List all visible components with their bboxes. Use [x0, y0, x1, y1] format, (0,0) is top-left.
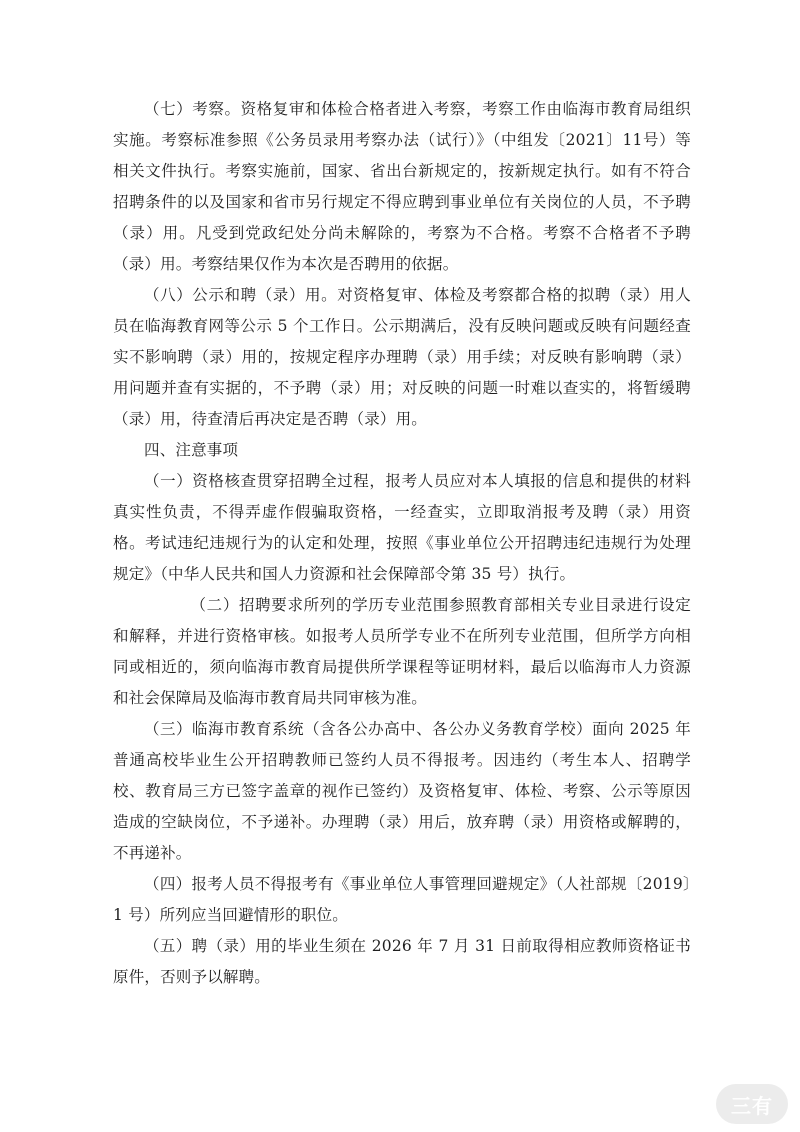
paragraph-section-7-inspection: （七）考察。资格复审和体检合格者进入考察，考察工作由临海市教育局组织实施。考察标准参照《公务员录用考察办法（试行）》（中组发〔2021〕11号）等相关文件执行。考察实施前，国家、省出台新规定的，按新规定执行。如有不符合招聘条件的以及国家和省市另行规定不得应聘到事业单位有关岗位的人员，不予聘（录）用。凡受到党政纪处分尚未解除的，考察为不合格。考察不合格者不予聘（录）用。考察结果仅作为本次是否聘用的依据。: [113, 100, 691, 273]
document-page: [113, 94, 691, 993]
paragraph-note-5: （五）聘（录）用的毕业生须在 2026 年 7 月 31 日前取得相应教师资格证书原件，否则予以解聘。: [113, 937, 691, 986]
watermark-logo: 三有: [716, 1084, 788, 1124]
paragraph-note-4: （四）报考人员不得报考有《事业单位人事管理回避规定》（人社部规〔2019〕1 号）所列应当回避情形的职位。: [113, 875, 691, 924]
paragraph-section-8-publicity: （八）公示和聘（录）用。对资格复审、体检及考察都合格的拟聘（录）用人员在临海教育网等公示 5 个工作日。公示期满后，没有反映问题或反映有问题经查实不影响聘（录）用的，按规定程序办理聘（录）用手续；对反映有影响聘（录）用问题并查有实据的，不予聘（录）用；对反映的问题一时难以查实的，将暂缓聘（录）用，待查清后再决定是否聘（录）用。: [113, 286, 691, 428]
paragraph-note-1: （一）资格核查贯穿招聘全过程，报考人员应对本人填报的信息和提供的材料真实性负责，不得弄虚作假骗取资格，一经查实，立即取消报考及聘（录）用资格。考试违纪违规行为的认定和处理，按照《事业单位公开招聘违纪违规行为处理规定》（中华人民共和国人力资源和社会保障部令第 35 号）执行。: [113, 472, 691, 583]
paragraph-note-3: （三）临海市教育系统（含各公办高中、各公办义务教育学校）面向 2025 年普通高校毕业生公开招聘教师已签约人员不得报考。因违约（考生本人、招聘学校、教育局三方已签字盖章的视作已签约）及资格复审、体检、考察、公示等原因造成的空缺岗位，不予递补。办理聘（录）用后，放弃聘（录）用资格或解聘的，不再递补。: [113, 720, 691, 862]
paragraph-note-2: （二）招聘要求所列的学历专业范围参照教育部相关专业目录进行设定和解释，并进行资格审核。如报考人员所学专业不在所列专业范围，但所学方向相同或相近的，须向临海市教育局提供所学课程等证明材料，最后以临海市人力资源和社会保障局及临海市教育局共同审核为准。: [113, 596, 691, 707]
section-heading-notes: 四、注意事项: [144, 441, 239, 459]
